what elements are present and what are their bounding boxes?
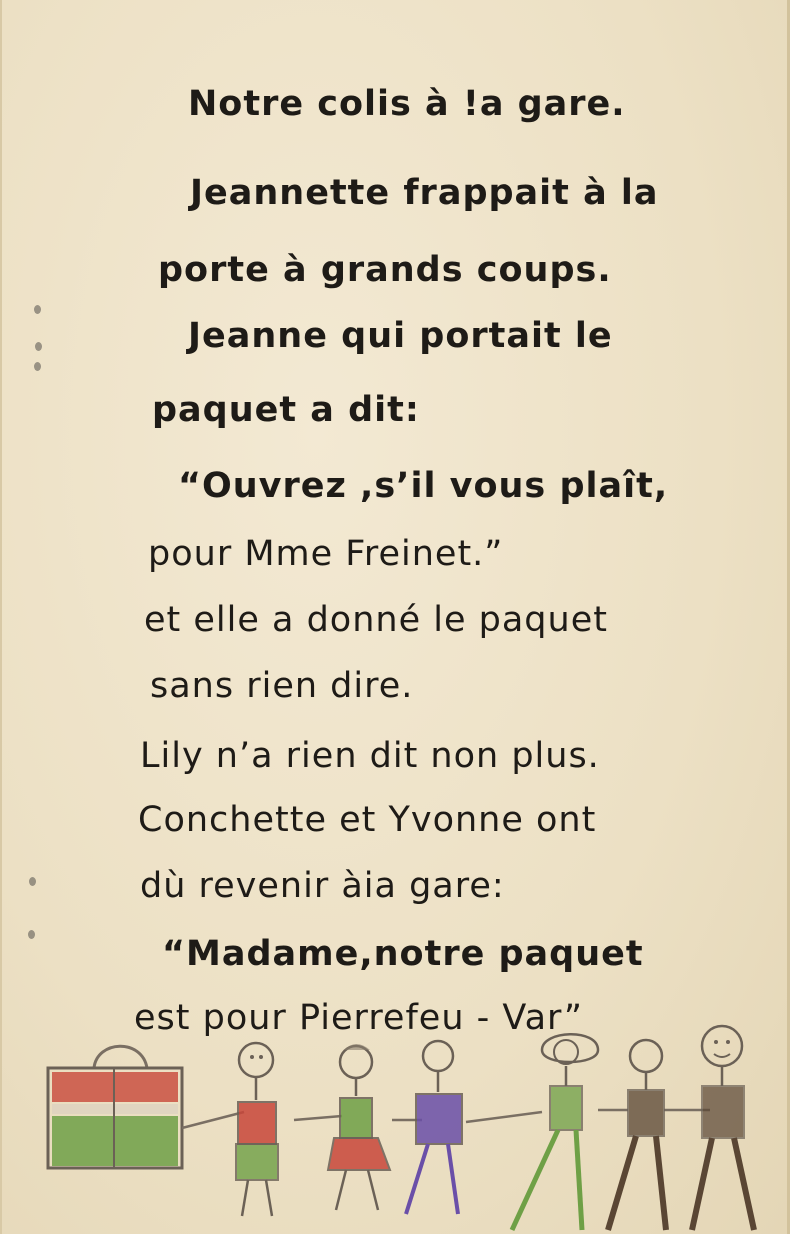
binding-hole xyxy=(34,362,41,371)
adult-figure xyxy=(512,1034,598,1230)
child-figure xyxy=(406,1041,462,1214)
text-line: dù revenir àia gare: xyxy=(140,866,505,906)
binding-hole xyxy=(28,930,35,939)
adult-figure xyxy=(608,1040,666,1230)
text-line: pour Mme Freinet.” xyxy=(148,534,504,574)
text-line: “Ouvrez ,s’il vous plaît, xyxy=(178,466,669,506)
text-line: Conchette et Yvonne ont xyxy=(138,800,597,840)
text-line: Jeannette frappait à la xyxy=(190,173,659,213)
child-figure xyxy=(236,1043,278,1216)
text-line: paquet a dit: xyxy=(152,390,420,430)
binding-hole xyxy=(35,342,42,351)
text-line: Lily n’a rien dit non plus. xyxy=(140,736,600,776)
parcel-illustration xyxy=(48,1046,182,1168)
text-line: et elle a donné le paquet xyxy=(144,600,608,640)
child-figure xyxy=(328,1044,390,1210)
binding-hole xyxy=(34,305,41,314)
binding-hole xyxy=(29,877,36,886)
page-title: Notre colis à !a gare. xyxy=(188,84,626,124)
children-crayon-drawing xyxy=(2,1020,790,1234)
text-line: est pour Pierrefeu - Var” xyxy=(134,998,584,1038)
text-line: porte à grands coups. xyxy=(158,250,612,290)
text-line: “Madame,notre paquet xyxy=(162,934,644,974)
text-line: sans rien dire. xyxy=(150,666,414,706)
text-line: Jeanne qui portait le xyxy=(188,316,613,356)
adult-figure xyxy=(692,1026,754,1230)
